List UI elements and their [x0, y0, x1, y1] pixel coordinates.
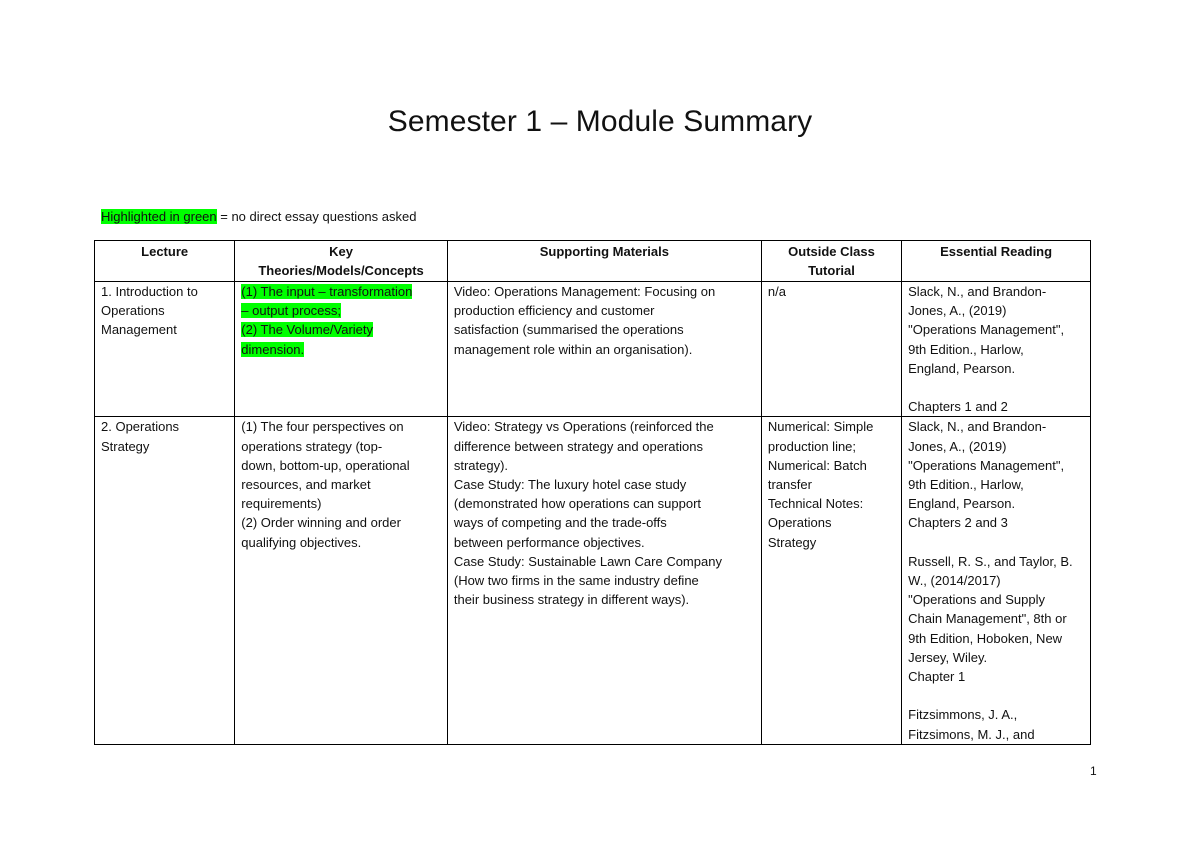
cell-line: "Operations Management",: [908, 457, 1065, 473]
cell-lecture: [95, 417, 235, 744]
cell-line: down, bottom-up, operational: [241, 457, 410, 473]
cell-line: difference between strategy and operations: [453, 438, 703, 454]
cell-line: Fitzsimons, M. J., and: [908, 726, 1035, 742]
cell-line: (demonstrated how operations can support: [453, 496, 702, 512]
header-line: Supporting Materials: [539, 244, 669, 259]
cell-key-theories: [235, 282, 448, 417]
header-line: Outside Class: [788, 244, 875, 259]
cell-line: Chapter 1: [908, 669, 966, 685]
cell-essential-reading: [902, 282, 1091, 417]
header-line: Key: [329, 244, 353, 259]
cell-line: production efficiency and customer: [453, 303, 655, 319]
cell-line: (2) Order winning and order: [241, 515, 401, 531]
highlighted-text: – output process;: [241, 303, 342, 319]
cell-line: Case Study: The luxury hotel case study: [453, 477, 687, 493]
cell-line: Numerical: Simple: [767, 419, 874, 435]
header-line: Theories/Models/Concepts: [258, 263, 424, 279]
cell-line: Numerical: Batch: [767, 457, 867, 473]
cell-outside-class-tutorial: [761, 417, 901, 744]
cell-line: 9th Edition., Harlow,: [908, 477, 1024, 493]
cell-line: "Operations and Supply: [908, 592, 1046, 608]
cell-line: requirements): [241, 496, 322, 512]
cell-line: resources, and market: [241, 477, 371, 493]
cell-line: Jones, A., (2019): [908, 438, 1007, 454]
cell-line: n/a: [767, 284, 786, 299]
cell-line: between performance objectives.: [453, 534, 645, 550]
cell-line: Strategy: [101, 438, 150, 454]
table-header-row: [95, 241, 1091, 282]
cell-line: Slack, N., and Brandon-: [908, 284, 1047, 299]
highlighted-text: (1) The input – transformation: [241, 284, 413, 299]
cell-line: "Operations Management",: [908, 322, 1065, 338]
cell-essential-reading: [902, 417, 1091, 744]
blank-line: [908, 686, 1084, 705]
blank-line: [908, 378, 1084, 397]
cell-line: their business strategy in different ways).: [453, 592, 690, 608]
cell-line: ways of competing and the trade-offs: [453, 515, 667, 531]
page-title: Semester 1 – Module Summary: [387, 105, 813, 138]
cell-line: transfer: [767, 477, 812, 493]
highlighted-text: dimension.: [241, 341, 305, 357]
legend-highlight-sample: Highlighted in green: [101, 209, 217, 224]
cell-line: Chapters 2 and 3: [908, 515, 1008, 531]
cell-line: [241, 282, 441, 301]
cell-line: [241, 320, 441, 339]
cell-line: Management: [101, 322, 177, 338]
cell-line: 2. Operations: [101, 419, 180, 435]
cell-line: satisfaction (summarised the operations: [453, 322, 684, 338]
cell-line: strategy).: [453, 457, 509, 473]
header-line: Tutorial: [808, 263, 855, 279]
header-essential-reading: [902, 241, 1091, 282]
page-number: 1: [1090, 764, 1097, 778]
header-outside-class-tutorial: [761, 241, 901, 282]
legend-text: = no direct essay questions asked: [216, 209, 417, 224]
cell-line: qualifying objectives.: [241, 534, 362, 550]
cell-line: [241, 340, 441, 359]
cell-line: Jones, A., (2019): [908, 303, 1007, 319]
cell-line: W., (2014/2017): [908, 573, 1001, 589]
header-lecture: [95, 241, 235, 282]
cell-line: Case Study: Sustainable Lawn Care Company: [453, 553, 722, 569]
cell-supporting-materials: [447, 417, 761, 744]
module-summary-table: [94, 240, 1091, 745]
table-row: [95, 282, 1091, 417]
cell-line: Strategy: [767, 534, 817, 550]
table-row: [95, 417, 1091, 744]
cell-line: Slack, N., and Brandon-: [908, 419, 1047, 435]
cell-outside-class-tutorial: [761, 282, 901, 417]
cell-line: England, Pearson.: [908, 360, 1016, 376]
highlighted-text: (2) The Volume/Variety: [241, 322, 374, 338]
header-supporting-materials: [447, 241, 761, 282]
header-line: Lecture: [141, 244, 189, 259]
cell-line: production line;: [767, 438, 857, 454]
cell-line: management role within an organisation).: [453, 341, 693, 357]
cell-line: Operations: [767, 515, 832, 531]
cell-line: operations strategy (top-: [241, 438, 383, 454]
cell-line: [241, 301, 441, 320]
cell-line: 1. Introduction to: [101, 284, 198, 299]
cell-lecture: [95, 282, 235, 417]
header-key-theories: [235, 241, 448, 282]
cell-line: (1) The four perspectives on: [241, 419, 404, 435]
cell-line: Video: Operations Management: Focusing on: [453, 284, 716, 299]
cell-line: Video: Strategy vs Operations (reinforced the: [453, 419, 714, 435]
cell-line: Fitzsimmons, J. A.,: [908, 707, 1018, 723]
cell-line: Technical Notes:: [767, 496, 864, 512]
cell-line: 9th Edition., Harlow,: [908, 341, 1024, 357]
cell-key-theories: [235, 417, 448, 744]
cell-line: (How two firms in the same industry define: [453, 573, 699, 589]
cell-line: 9th Edition, Hoboken, New: [908, 630, 1063, 646]
blank-line: [908, 533, 1084, 552]
cell-line: Chain Management", 8th or: [908, 611, 1067, 627]
cell-supporting-materials: [447, 282, 761, 417]
cell-line: Jersey, Wiley.: [908, 649, 988, 665]
highlight-legend: [101, 209, 416, 224]
header-line: Essential Reading: [940, 244, 1053, 259]
cell-line: Chapters 1 and 2: [908, 399, 1008, 415]
cell-line: Russell, R. S., and Taylor, B.: [908, 553, 1073, 569]
cell-line: Operations: [101, 303, 165, 319]
cell-line: England, Pearson.: [908, 496, 1016, 512]
